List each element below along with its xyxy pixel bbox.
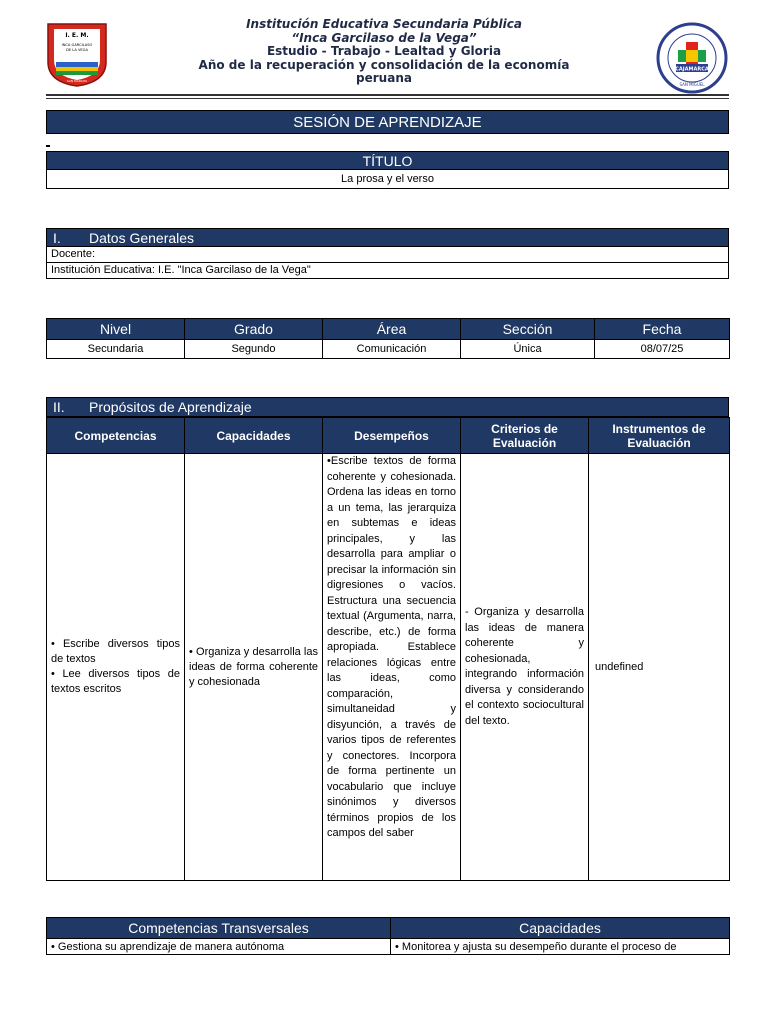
propositos-heading-text: Propósitos de Aprendizaje <box>89 399 252 415</box>
propositos-header-criterios: Criterios de Evaluación <box>461 418 589 454</box>
info-value-seccion: Única <box>461 340 595 359</box>
session-title: SESIÓN DE APRENDIZAJE <box>46 110 729 134</box>
instrumentos-cell: undefined <box>589 454 730 881</box>
transversal-competencia: • Gestiona su aprendizaje de manera autónoma <box>47 939 391 955</box>
info-header-fecha: Fecha <box>595 319 730 340</box>
propositos-heading-num: II. <box>53 399 65 415</box>
info-header-nivel: Nivel <box>47 319 185 340</box>
competencias-cell <box>47 454 185 881</box>
propositos-header-desempenos: Desempeños <box>323 418 461 454</box>
info-value-area: Comunicación <box>323 340 461 359</box>
header-line-5: peruana <box>356 71 412 85</box>
stray-mark <box>46 145 50 147</box>
info-table <box>46 318 730 359</box>
docente-field: Docente: <box>46 247 729 263</box>
svg-text:I. E. M.: I. E. M. <box>65 32 89 39</box>
svg-text:CAJAMARCA: CAJAMARCA <box>675 66 709 73</box>
header-line-4: Año de la recuperación y consolidación de la economía <box>198 57 570 72</box>
competencia-item: • Lee diversos tipos de textos escritos <box>51 668 180 695</box>
transversal-capacidad: • Monitorea y ajusta su desempeño durante el proceso de <box>391 939 730 955</box>
institucion-field: Institución Educativa: I.E. "Inca Garcilaso de la Vega" <box>46 263 729 279</box>
school-shield-logo <box>46 22 108 88</box>
ugel-seal-logo <box>656 22 728 94</box>
header-rule-thin <box>46 98 729 99</box>
svg-text:INCA GARCILASO: INCA GARCILASO <box>61 43 93 47</box>
propositos-header-competencias: Competencias <box>47 418 185 454</box>
desempenos-cell: •Escribe textos de forma coherente y cohesionada. Ordena las ideas en torno a un tema, las jerarquiza en subtemas e ideas principales, y las desarrolla para ampliar o precisar la información sin digresiones o vacíos. Estructura una secuencia textual (Argumenta, narra, describe, etc.) de forma apropiada. Establece relaciones lógicas entre las ideas, como comparación, simultaneidad y disyunción, a través de varios tipos de referentes y conectores. Incorpora de forma pertinente un vocabulario que incluye sinónimos y diversos términos propios de los campos del saber <box>323 454 461 881</box>
header-rule <box>46 94 729 96</box>
svg-text:SAN MARCOS: SAN MARCOS <box>66 79 88 83</box>
propositos-table <box>46 417 730 881</box>
propositos-heading <box>46 397 729 417</box>
info-header-grado: Grado <box>185 319 323 340</box>
info-header-seccion: Sección <box>461 319 595 340</box>
info-value-grado: Segundo <box>185 340 323 359</box>
transversales-header-competencias: Competencias Transversales <box>47 918 391 939</box>
competencia-item: • Escribe diversos tipos de textos <box>51 638 180 665</box>
datos-heading-text: Datos Generales <box>89 230 195 246</box>
datos-heading <box>46 228 729 247</box>
titulo-label: TÍTULO <box>46 151 729 170</box>
info-value-nivel: Secundaria <box>47 340 185 359</box>
transversales-table <box>46 917 730 955</box>
header-line-3: Estudio - Trabajo - Lealtad y Gloria <box>266 44 502 58</box>
titulo-value: La prosa y el verso <box>46 170 729 189</box>
svg-text:DE LA VEGA: DE LA VEGA <box>66 48 88 52</box>
school-header <box>150 18 618 86</box>
propositos-header-capacidades: Capacidades <box>185 418 323 454</box>
info-header-area: Área <box>323 319 461 340</box>
info-value-fecha: 08/07/25 <box>595 340 730 359</box>
header-line-1: Institución Educativa Secundaria Pública <box>246 17 522 31</box>
capacidades-cell: • Organiza y desarrolla las ideas de forma coherente y cohesionada <box>185 454 323 881</box>
datos-heading-num: I. <box>53 230 61 246</box>
transversales-header-capacidades: Capacidades <box>391 918 730 939</box>
svg-text:SAN MIGUEL: SAN MIGUEL <box>679 82 705 87</box>
propositos-header-instrumentos: Instrumentos de Evaluación <box>589 418 730 454</box>
criterios-cell: - Organiza y desarrolla las ideas de manera coherente y cohesionada, integrando información diversa y considerando el contexto sociocultural del texto. <box>461 454 589 881</box>
header-line-2: “Inca Garcilaso de la Vega” <box>291 30 477 45</box>
